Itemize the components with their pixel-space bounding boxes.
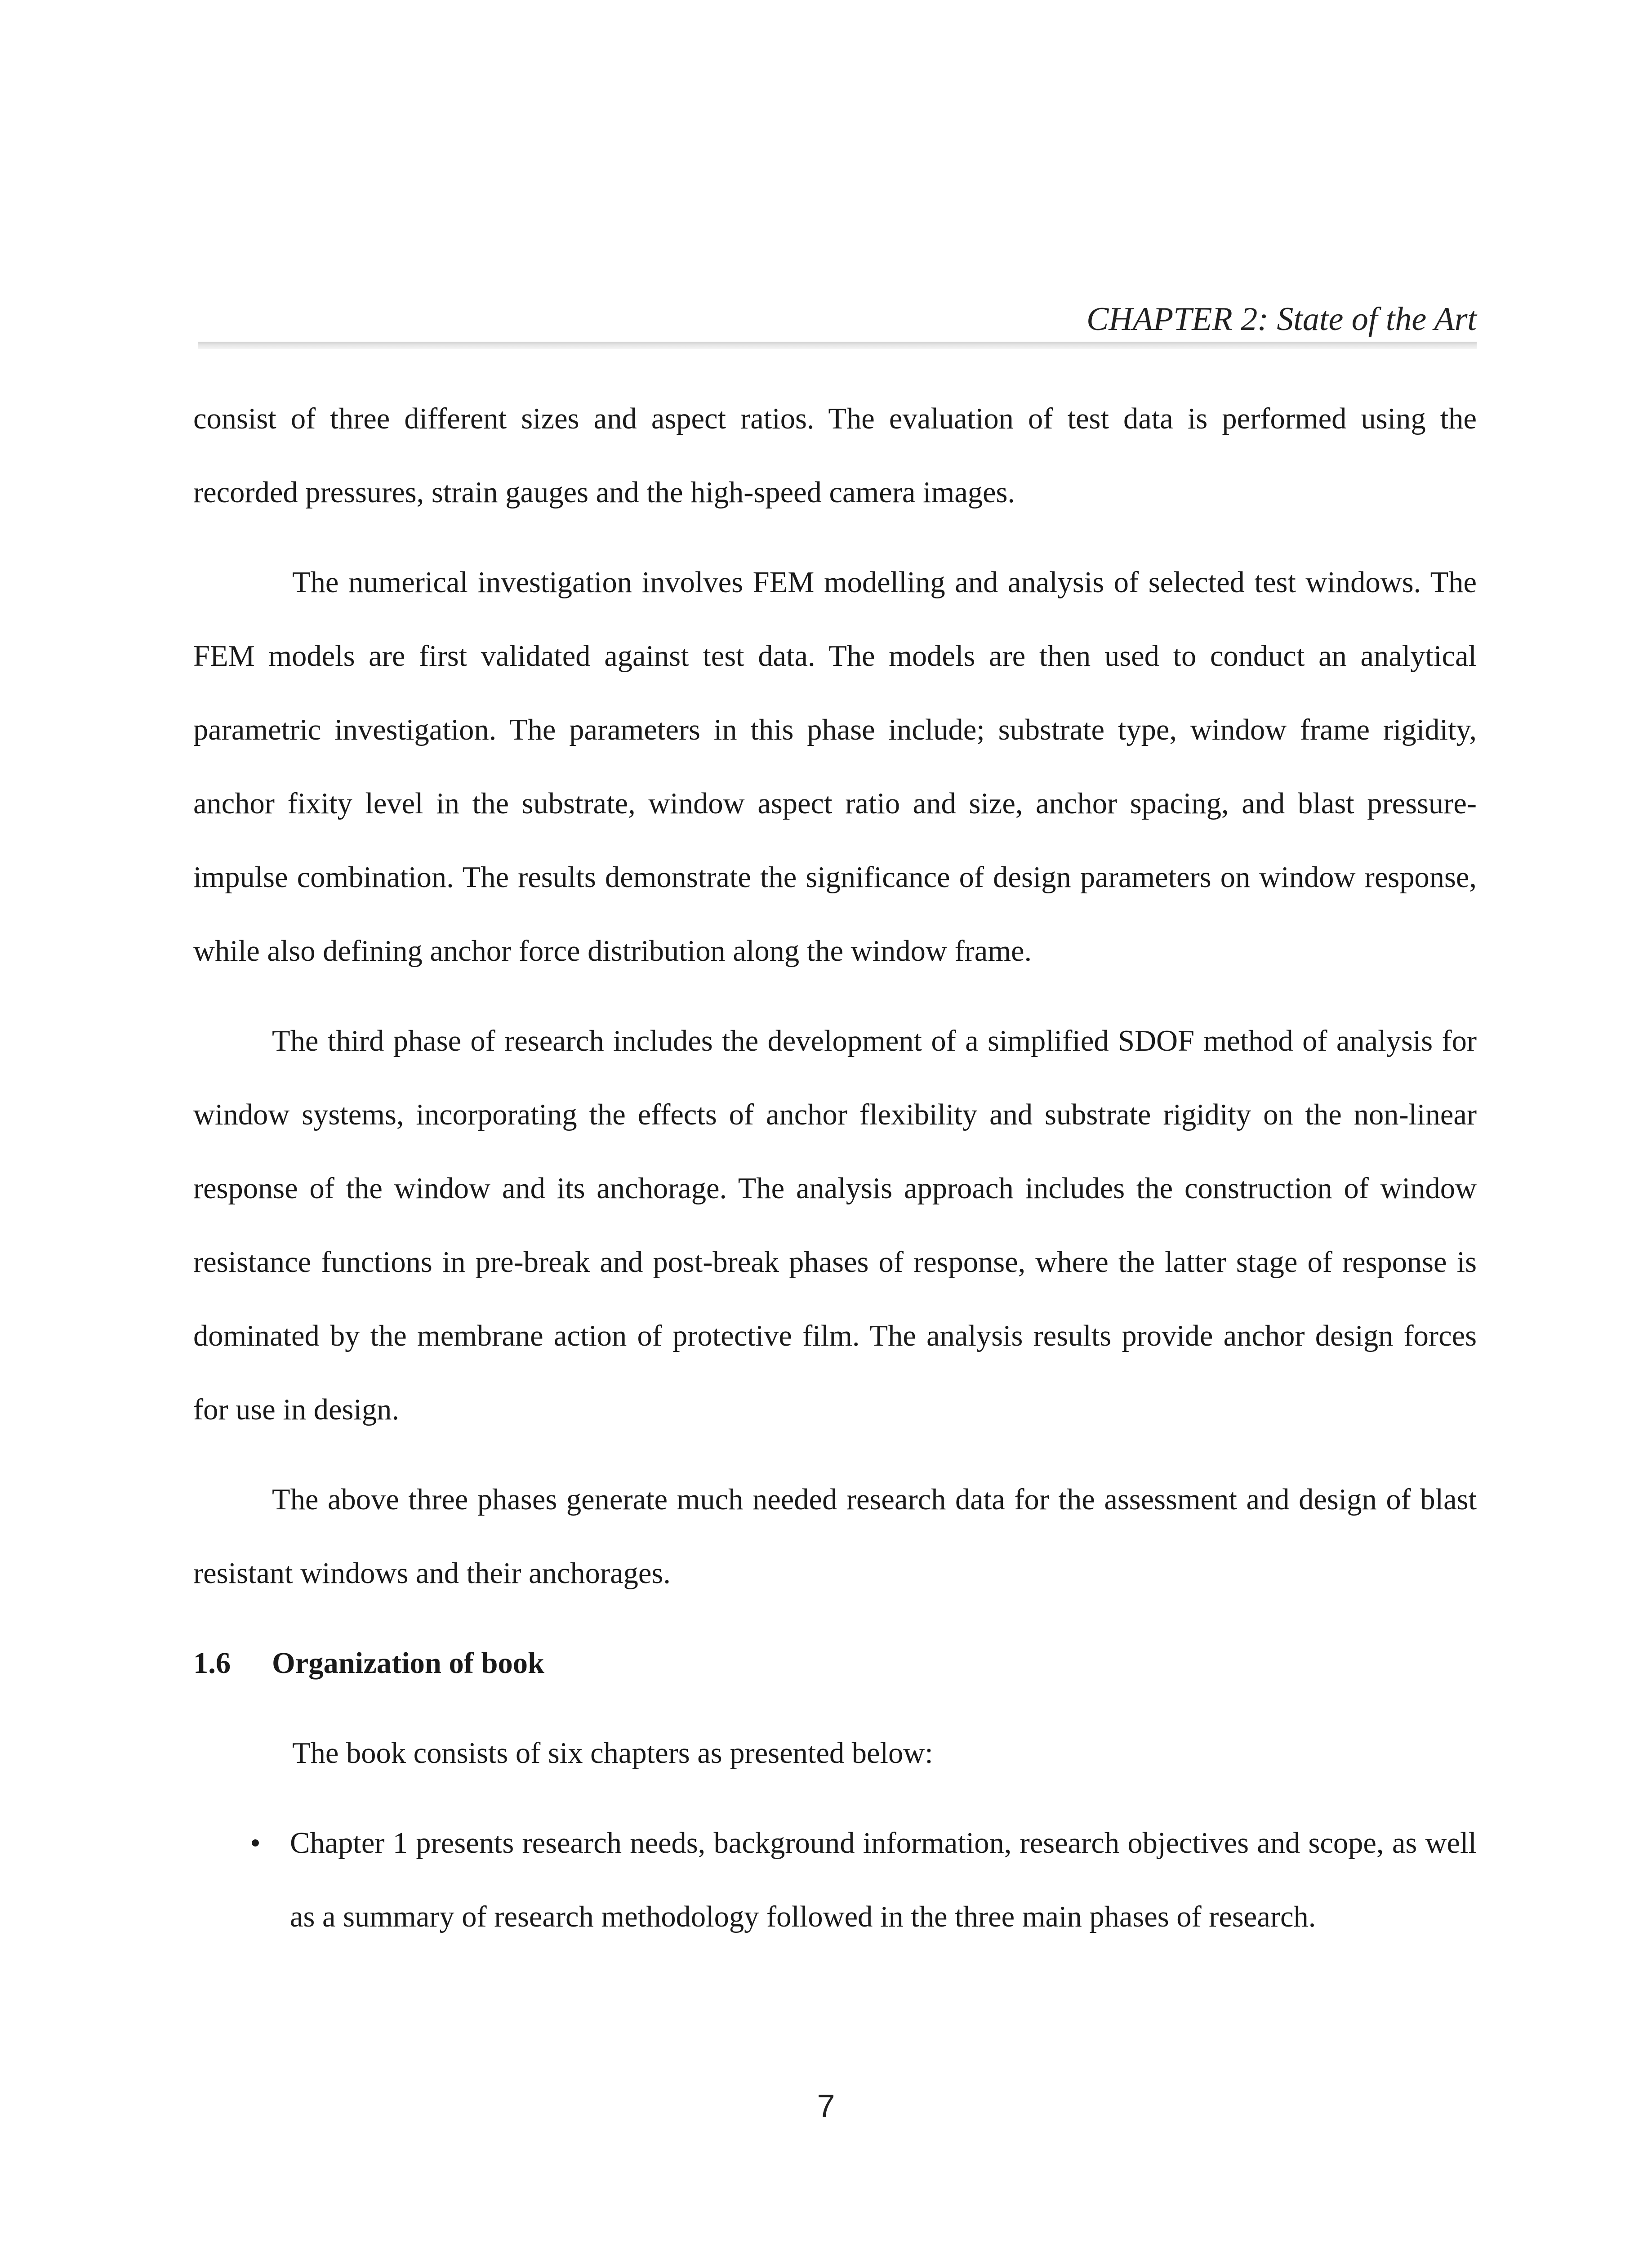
header-rule <box>198 342 1477 349</box>
section-heading <box>193 1627 1477 1700</box>
section-intro: The book consists of six chapters as presented below: <box>292 1737 933 1770</box>
list-item-text: Chapter 1 presents research needs, background information, research objectives and scope, as well as a summary of research methodology followed in the three main phases of research. <box>290 1827 1477 1933</box>
body-text <box>193 382 1477 1954</box>
section-title: Organization of book <box>272 1647 544 1680</box>
bullet-icon: • <box>250 1827 261 1860</box>
page-number: 7 <box>817 2088 835 2124</box>
paragraph-continuation: consist of three different sizes and aspect ratios. The evaluation of test data is performed using the recorded pressures, strain gauges and the high-speed camera images. <box>193 402 1477 509</box>
section-number: 1.6 <box>193 1647 231 1680</box>
paragraph-numerical-investigation: The numerical investigation involves FEM modelling and analysis of selected test windows. The FEM models are first validated against test data. The models are then used to conduct an analytical parametric investigation. The parameters in this phase include; substrate type, window frame rigidity, anchor fixity level in the substrate, window aspect ratio and size, anchor spacing, and blast pressure-impulse combination. The results demonstrate the significance of design parameters on window response, while also defining anchor force distribution along the window frame. <box>193 566 1477 968</box>
paragraph-three-phases: The above three phases generate much needed research data for the assessment and design of blast resistant windows and their anchorages. <box>193 1483 1477 1590</box>
chapter-list <box>193 1806 1477 1954</box>
running-header: CHAPTER 2: State of the Art <box>1086 301 1477 338</box>
paragraph-third-phase: The third phase of research includes the development of a simplified SDOF method of analysis for window systems, incorporating the effects of anchor flexibility and substrate rigidity on the non-linear response of the window and its anchorage. The analysis approach includes the construction of window resistance functions in pre-break and post-break phases of response, where the latter stage of response is dominated by the membrane action of protective film. The analysis results provide anchor design forces for use in design. <box>193 1025 1477 1426</box>
list-item <box>193 1806 1477 1954</box>
